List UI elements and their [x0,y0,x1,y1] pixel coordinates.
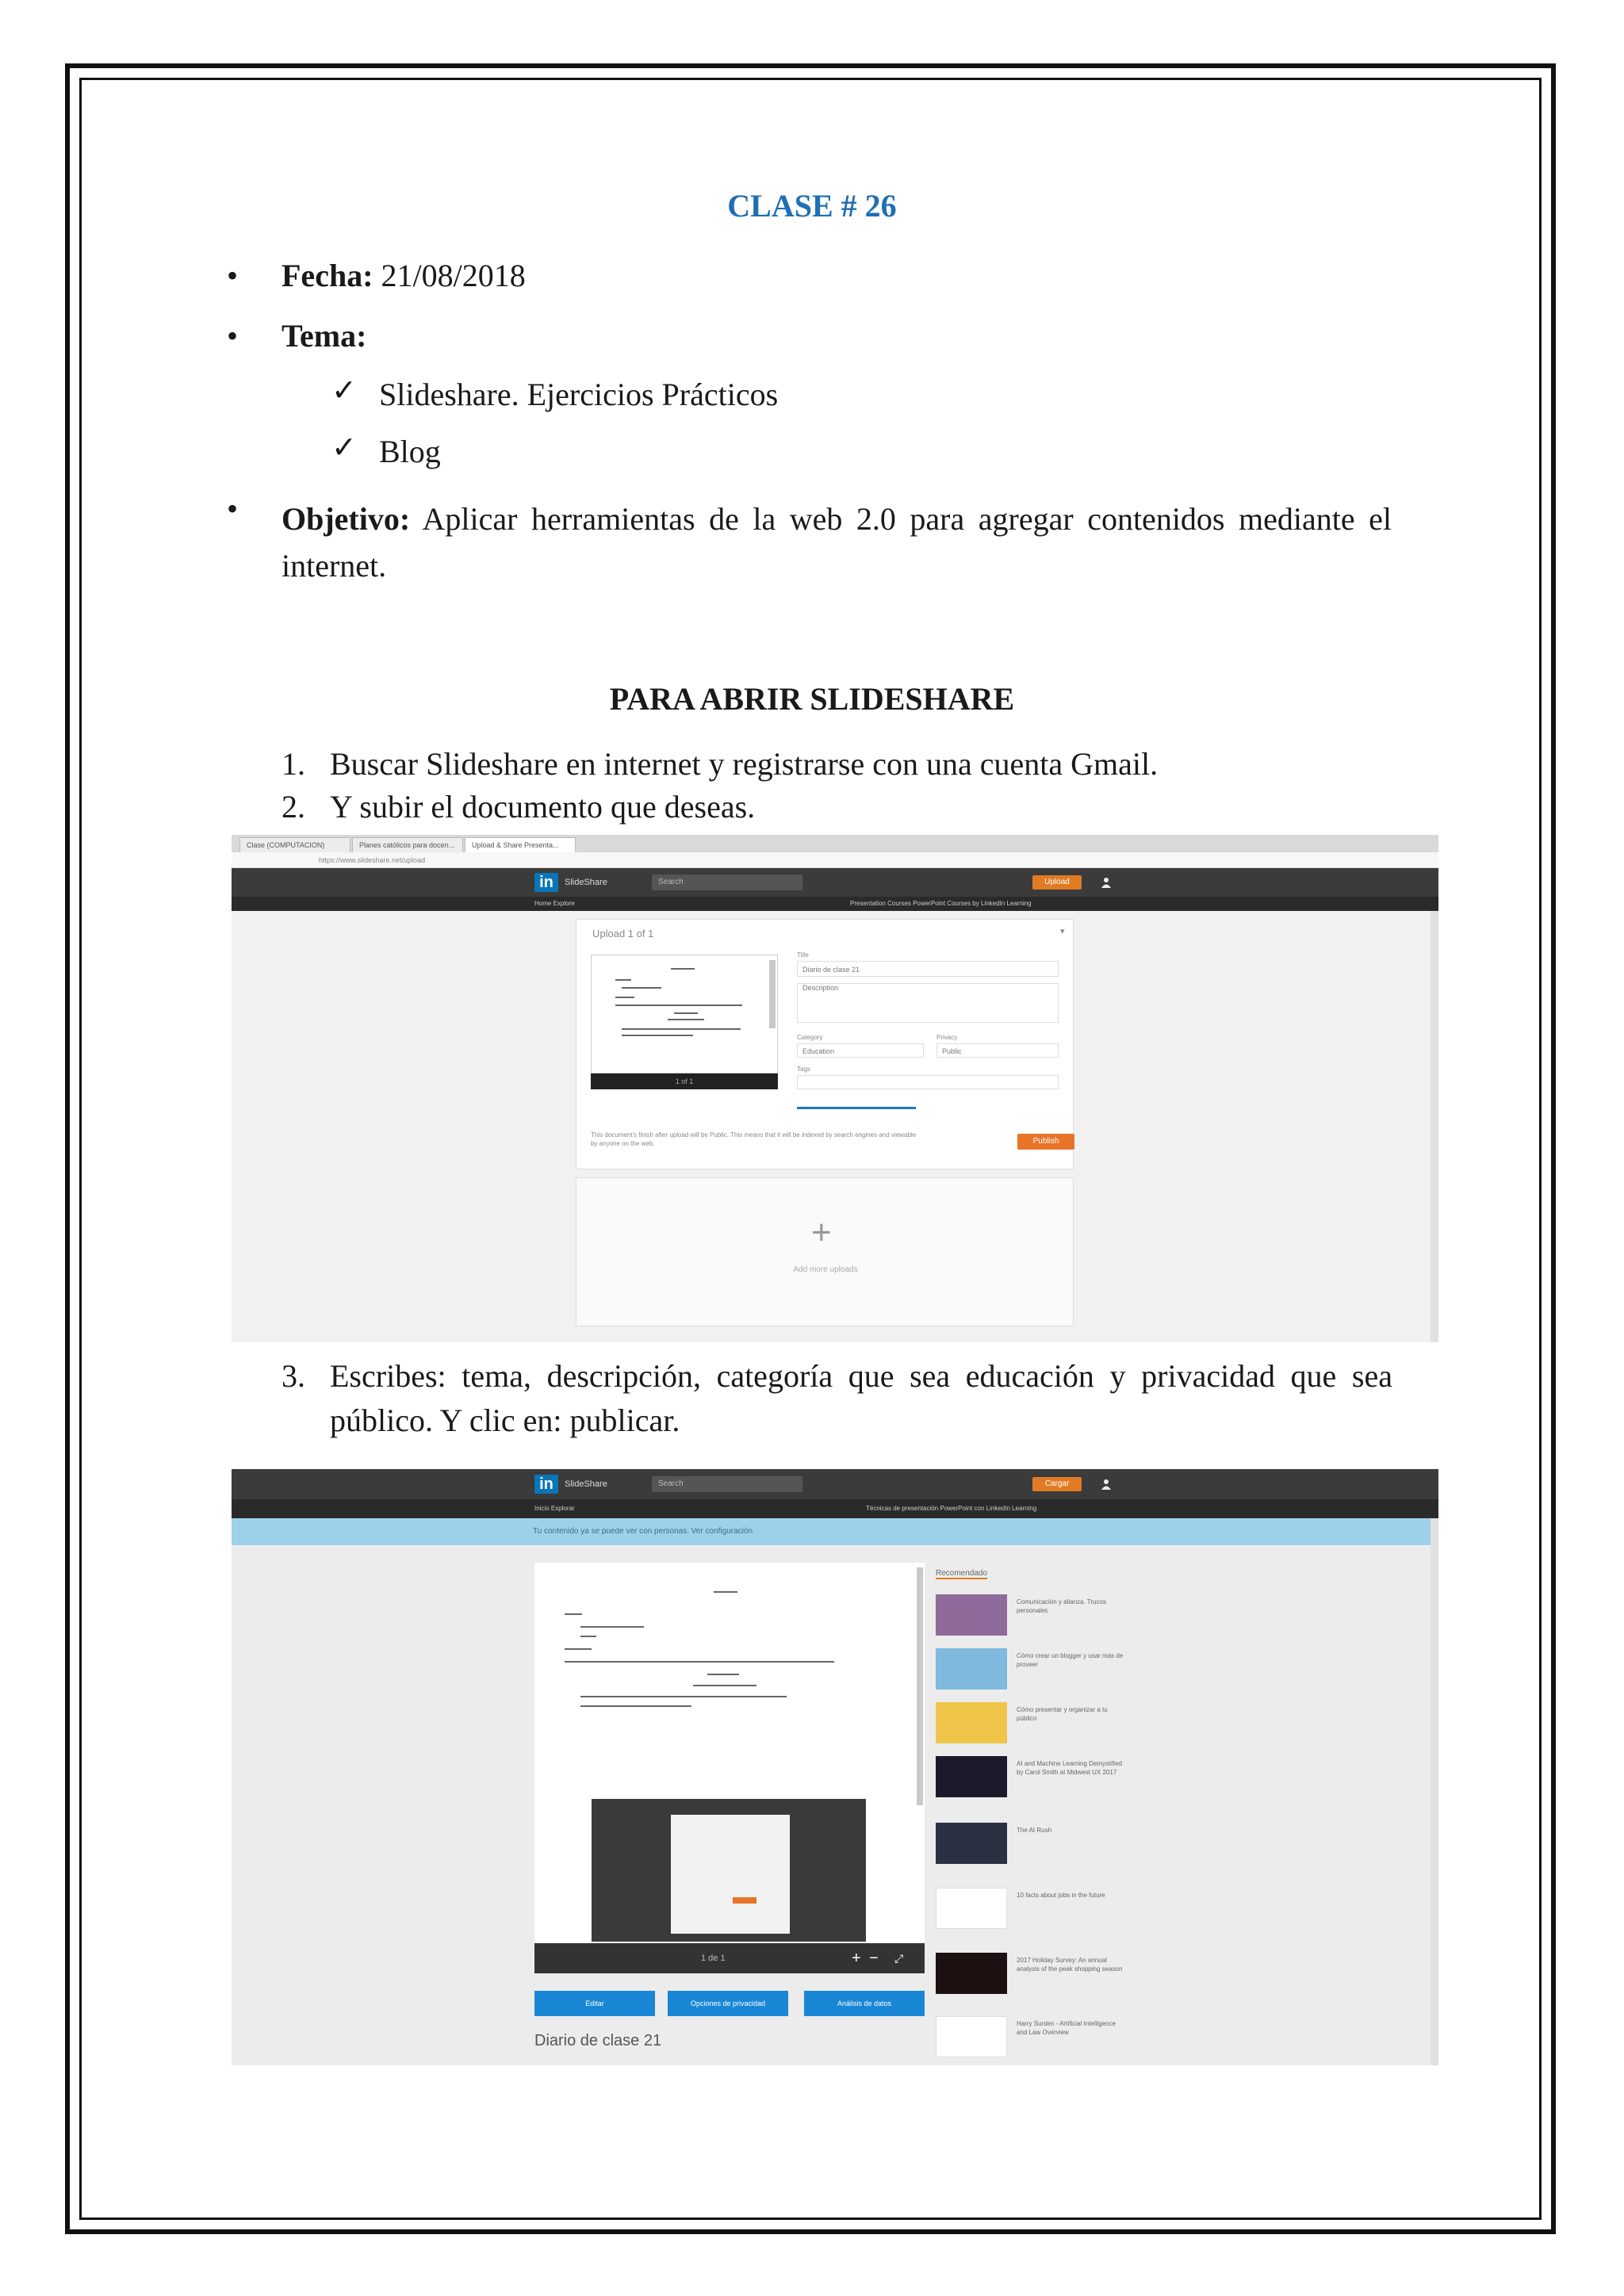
bullet-dot: • [227,258,239,293]
search-input[interactable]: Search [652,1476,802,1492]
upload-heading: Upload 1 of 1 [592,928,654,939]
fecha-value: 21/08/2018 [381,258,526,293]
related-title[interactable]: Cómo crear un blogger y usar más de proveer [1017,1652,1124,1668]
public-notice: This document's finish after upload will be Public. This means that it will be indexed by search engines and viewable by anyone on the web. [591,1131,917,1147]
upload-card [576,919,1074,1169]
objetivo-value: Aplicar herramientas de la web 2.0 para agregar contenidos mediante el [422,501,1392,537]
related-thumbnail[interactable] [936,1594,1007,1636]
slideshare-subnav [232,1499,1438,1518]
related-thumbnail[interactable] [936,1888,1007,1929]
search-input[interactable]: Search [652,874,802,890]
related-title[interactable]: AI and Machine Learning Demystified by Carol Smith at Midwest UX 2017 [1017,1760,1122,1776]
related-thumbnail[interactable] [936,2016,1007,2057]
step-number: 3. [282,1358,305,1394]
checkmark-icon: ✓ [331,374,357,408]
zoom-in-icon[interactable]: + [852,1950,861,1967]
title-input[interactable]: Diario de clase 21 [797,961,1059,977]
objetivo-label: Objetivo: [282,501,411,537]
screenshot-published [232,1469,1438,2065]
section-title: PARA ABRIR SLIDESHARE [609,681,1015,717]
zoom-out-icon[interactable]: − [869,1950,879,1967]
document-title: Diario de clase 21 [534,2032,662,2049]
privacy-select[interactable]: Public [936,1043,1059,1058]
bullet-dot: • [227,318,239,354]
scrollbar[interactable] [769,960,776,1028]
edit-button[interactable]: Editar [534,1991,655,2016]
objetivo-continuation: internet. [282,548,387,584]
nav-links-right[interactable]: Presentation Courses PowerPoint Courses by LinkedIn Learning [850,900,1032,907]
brand-name: SlideShare [565,1479,607,1489]
bullet-dot: • [227,491,239,526]
related-header: Recomendado [936,1569,988,1578]
fecha-line [282,260,526,292]
category-label: Category [797,1034,823,1041]
nav-links-left[interactable]: Inicio Explorar [534,1505,575,1512]
category-select[interactable]: Education [797,1043,924,1058]
fecha-label: Fecha: [282,258,373,293]
privacy-options-button[interactable]: Opciones de privacidad [668,1991,788,2016]
browser-tab[interactable]: Clase (COMPUTACION) [239,837,350,852]
tema-item: Slideshare. Ejercicios Prácticos [379,377,779,412]
upload-button[interactable]: Cargar [1032,1477,1082,1491]
document-viewer [534,1563,925,1943]
viewer-controls [534,1943,925,1973]
slideshare-subnav [232,897,1438,911]
pager[interactable]: 1 of 1 [591,1073,778,1089]
publish-button[interactable]: Publish [1017,1134,1074,1150]
related-thumbnail[interactable] [936,1702,1007,1743]
title-label: Title [797,951,809,959]
step-text: Escribes: tema, descripción, categoría que sea educación y privacidad que sea [330,1358,1392,1394]
add-more-label: Add more uploads [793,1265,858,1274]
related-title[interactable]: Comunicación y alianza. Trucos personales [1017,1598,1106,1614]
related-title[interactable]: 2017 Holiday Survey: An annual analysis of the peak shopping season [1017,1957,1123,1973]
checkmark-icon: ✓ [331,431,357,465]
related-thumbnail[interactable] [936,1648,1007,1689]
objetivo-line [282,492,1392,547]
description-input[interactable]: Description [797,983,1059,1023]
slideshare-navbar [232,868,1438,897]
step-text: Y subir el documento que deseas. [330,789,756,825]
plus-icon: + [811,1213,832,1252]
user-icon[interactable] [1101,1479,1112,1490]
document-thumbnail [591,955,778,1073]
page-title: CLASE # 26 [727,188,897,224]
related-thumbnail[interactable] [936,1756,1007,1797]
info-banner: Tu contenido ya se puede ver con personas. Ver configuración [232,1518,1438,1545]
step-text: Buscar Slideshare en internet y registrarse con una cuenta Gmail. [330,746,1159,782]
step-number: 2. [282,789,305,825]
browser-tab-active[interactable]: Upload & Share Presenta... [465,837,576,852]
add-more-card[interactable] [576,1177,1074,1326]
scrollbar[interactable] [917,1567,923,1805]
step-number: 1. [282,746,305,782]
address-bar[interactable]: https://www.slideshare.net/upload [232,852,1438,868]
related-title[interactable]: 10 facts about jobs in the future [1017,1892,1105,1899]
tema-item: Blog [379,434,441,469]
related-thumbnail[interactable] [936,1823,1007,1864]
nav-links-left[interactable]: Home Explore [534,900,575,907]
tema-label: Tema: [282,318,367,354]
tags-input[interactable] [797,1075,1059,1089]
browser-tab[interactable]: Planes católicos para docen... [352,837,463,852]
embedded-screenshot [592,1799,866,1942]
upload-progress [797,1107,916,1109]
nav-links-right[interactable]: Técnicas de presentación PowerPoint con LinkedIn Learning [866,1505,1037,1512]
related-title[interactable]: Harry Surden - Artificial Intelligence and Law Overview [1017,2020,1116,2036]
user-icon[interactable] [1101,877,1112,888]
related-title[interactable]: The AI Rush [1017,1827,1052,1834]
privacy-label: Privacy [936,1034,958,1041]
page-scrollbar[interactable] [1431,1518,1438,2065]
screenshot-upload [232,835,1438,1342]
tags-label: Tags [797,1066,810,1073]
step-text-continuation: público. Y clic en: publicar. [330,1402,680,1438]
fullscreen-icon[interactable]: ⤢ [894,1952,904,1965]
related-thumbnail[interactable] [936,1953,1007,1994]
browser-tabbar [232,835,1438,852]
linkedin-logo[interactable]: in [534,873,558,892]
pager[interactable]: 1 de 1 [701,1954,726,1963]
linkedin-logo[interactable]: in [534,1475,558,1494]
brand-name: SlideShare [565,878,607,887]
slideshare-navbar [232,1469,1438,1499]
upload-button[interactable]: Upload [1032,875,1082,890]
related-title[interactable]: Cómo presentar y organizar a tu público [1017,1706,1108,1722]
tema-line [282,320,366,352]
analytics-button[interactable]: Análisis de datos [804,1991,925,2016]
page-scrollbar[interactable] [1431,911,1438,1342]
chevron-down-icon[interactable]: ▾ [1060,927,1065,936]
